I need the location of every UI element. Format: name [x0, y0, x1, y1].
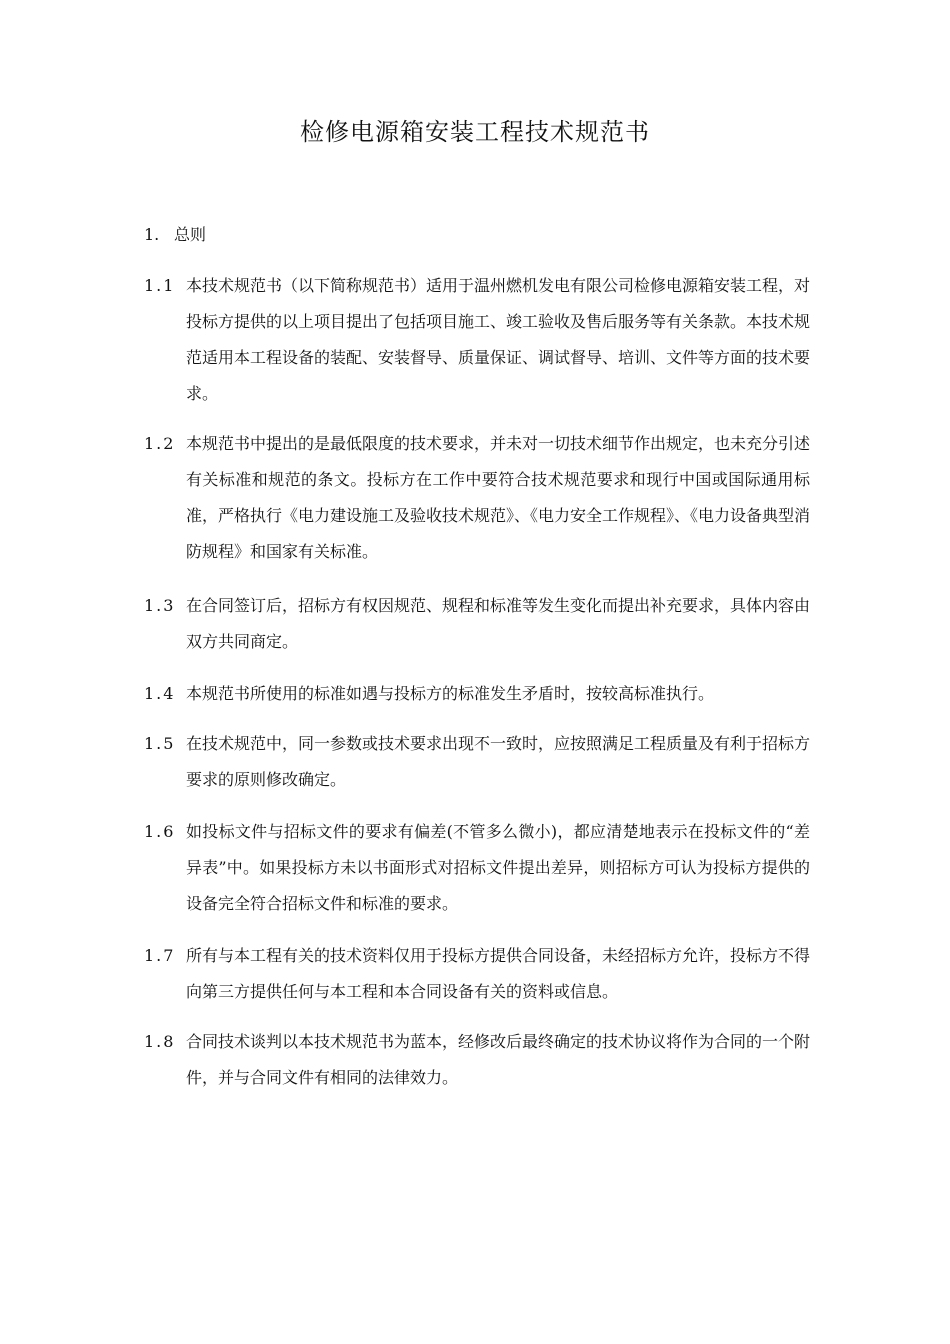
clause-text: 合同技术谈判以本技术规范书为蓝本，经修改后最终确定的技术协议将作为合同的一个附件，并与合同文件有相同的法律效力。 — [186, 1032, 811, 1087]
clause-1-7 — [144, 938, 810, 1010]
clause-1-3 — [144, 588, 810, 660]
section-heading-text: 总则 — [174, 225, 207, 244]
clause-number: 1.8 — [144, 1032, 176, 1051]
clause-text: 在合同签订后，招标方有权因规范、规程和标准等发生变化而提出补充要求，具体内容由双方共同商定。 — [186, 596, 811, 651]
clause-number: 1.1 — [144, 276, 176, 295]
clause-text: 本技术规范书（以下简称规范书）适用于温州燃机发电有限公司检修电源箱安装工程，对投标方提供的以上项目提出了包括项目施工、竣工验收及售后服务等有关条款。本技术规范适用本工程设备的装配、安装督导、质量保证、调试督导、培训、文件等方面的技术要求。 — [186, 276, 811, 403]
clause-number: 1.4 — [144, 684, 176, 703]
clause-number: 1.7 — [144, 946, 176, 965]
clause-number: 1.3 — [144, 596, 176, 615]
clause-1-6 — [144, 814, 810, 922]
clause-number: 1.5 — [144, 734, 176, 753]
clause-number: 1.6 — [144, 822, 176, 841]
clause-1-8 — [144, 1024, 810, 1096]
clause-1-2 — [144, 426, 810, 570]
clause-1-1 — [144, 268, 810, 412]
clause-text: 本规范书中提出的是最低限度的技术要求，并未对一切技术细节作出规定，也未充分引述有关标准和规范的条文。投标方在工作中要符合技术规范要求和现行中国或国际通用标准，严格执行《电力建设施工及验收技术规范》、《电力安全工作规程》、《电力设备典型消防规程》和国家有关标准。 — [186, 434, 811, 561]
clause-text: 如投标文件与招标文件的要求有偏差(不管多么微小)，都应清楚地表示在投标文件的“差异表”中。如果投标方未以书面形式对招标文件提出差异，则招标方可认为投标方提供的设备完全符合招标文件和标准的要求。 — [186, 822, 810, 913]
clause-1-4 — [144, 676, 810, 712]
section-heading — [144, 220, 206, 250]
clause-text: 在技术规范中，同一参数或技术要求出现不一致时，应按照满足工程质量及有利于招标方要求的原则修改确定。 — [186, 734, 811, 789]
clause-number: 1.2 — [144, 434, 176, 453]
section-number: 1. — [144, 225, 160, 244]
clause-text: 本规范书所使用的标准如遇与投标方的标准发生矛盾时，按较高标准执行。 — [186, 684, 715, 703]
document-title: 检修电源箱安装工程技术规范书 — [300, 118, 650, 146]
clause-1-5 — [144, 726, 810, 798]
clause-text: 所有与本工程有关的技术资料仅用于投标方提供合同设备，未经招标方允许，投标方不得向第三方提供任何与本工程和本合同设备有关的资料或信息。 — [186, 946, 811, 1001]
